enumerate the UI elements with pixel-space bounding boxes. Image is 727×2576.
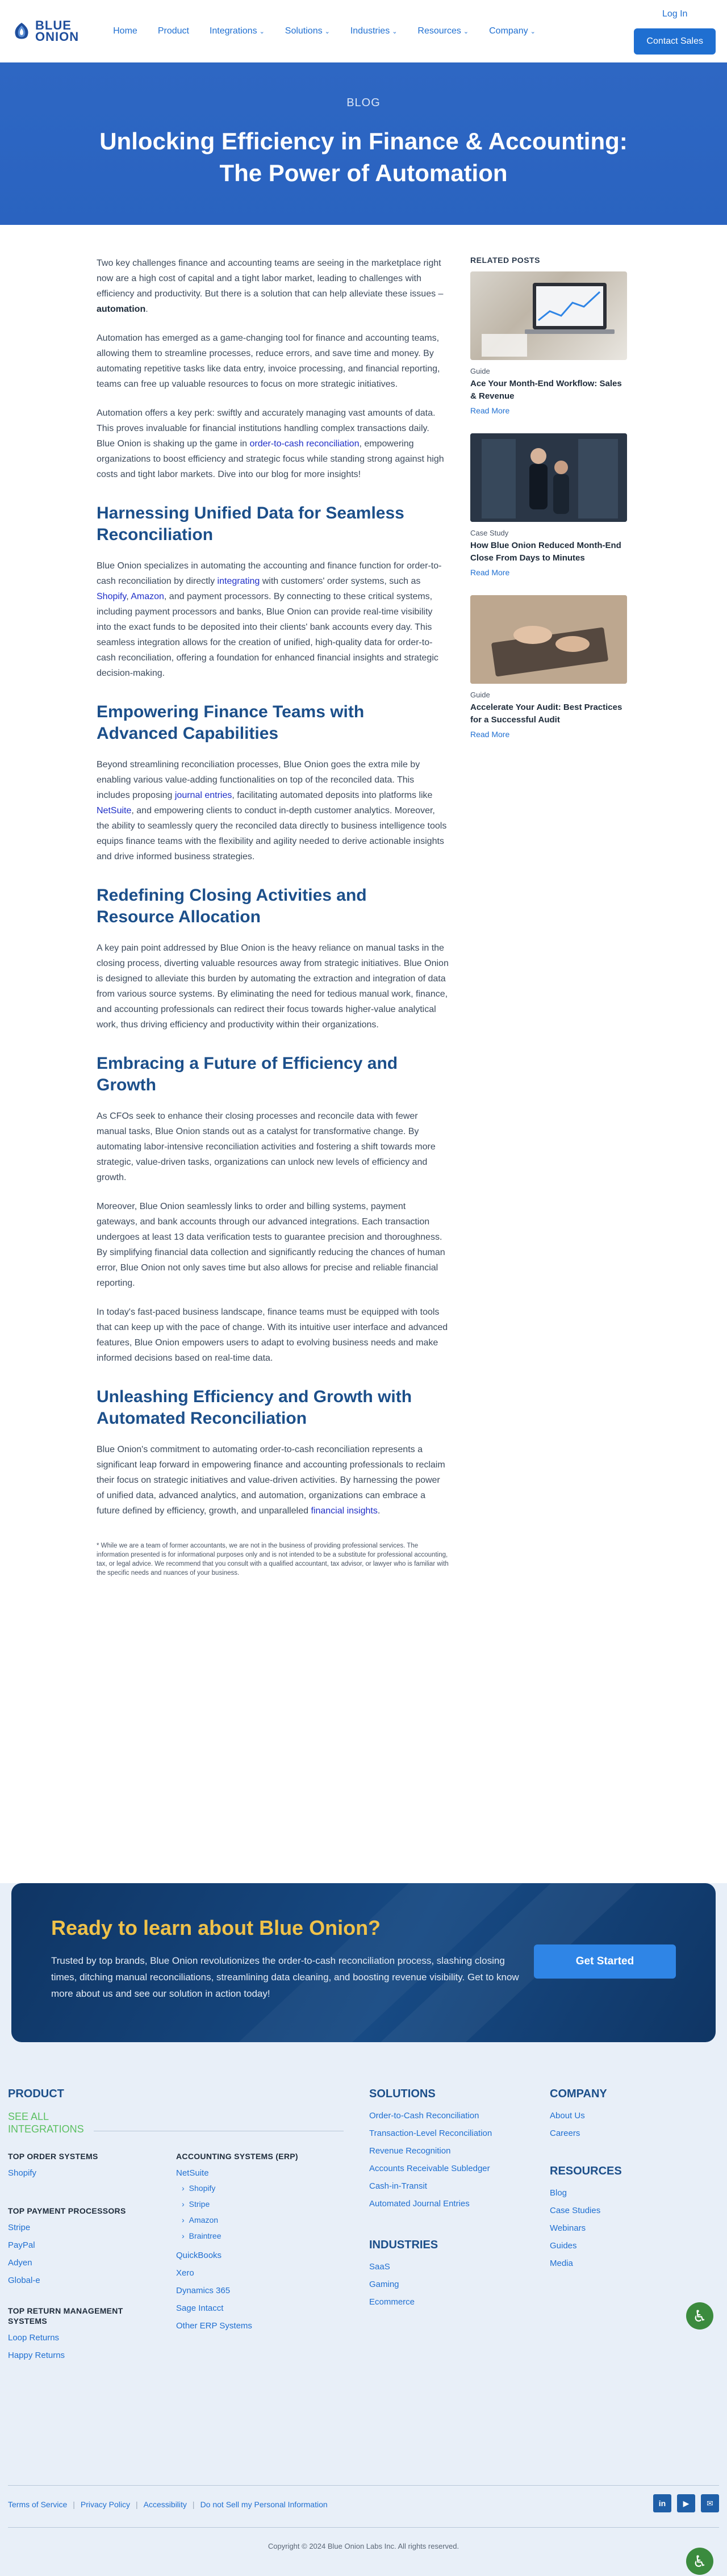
- post-title[interactable]: How Blue Onion Reduced Month-End Close From Days to Minutes: [470, 541, 621, 563]
- accessibility-link[interactable]: Accessibility: [143, 2500, 187, 2509]
- divider: [8, 2485, 719, 2486]
- login-link[interactable]: Log In: [662, 9, 688, 19]
- nav-label: Home: [113, 26, 137, 36]
- nav-integrations[interactable]: [210, 26, 265, 36]
- nav-company[interactable]: [489, 26, 536, 36]
- hands-laptop-image-icon: [470, 595, 627, 684]
- text: Automation offers a key perk: swiftly and accurately managing vast amounts of data. This proves invaluable for financial institutions handling complex transactions daily. Blue Onion is shaking up the game in: [97, 408, 436, 449]
- privacy-link[interactable]: Privacy Policy: [80, 2500, 131, 2509]
- footer-link[interactable]: Gaming: [369, 2280, 399, 2289]
- footer-sublink[interactable]: [176, 2215, 346, 2224]
- text: Blue Onion's commitment to automating order-to-cash reconciliation represents a significant leap forward in empowering finance and accounting professionals to reclaim their focus on strategic initiatives and value-driven activities. By harnessing the power of unified data, advanced analytics, and automation, organizations can embrace a future defined by efficiency, growth, and unparalleled: [97, 1445, 445, 1516]
- footer-subheading: ACCOUNTING SYSTEMS (ERP): [176, 2152, 298, 2161]
- footer-payment-processors: [8, 2206, 156, 2293]
- footer-company-col: [550, 2088, 697, 2146]
- footer-link[interactable]: Xero: [176, 2268, 194, 2278]
- footer-link[interactable]: Ecommerce: [369, 2297, 415, 2307]
- footer-link[interactable]: Accounts Receivable Subledger: [369, 2164, 490, 2173]
- nav-home[interactable]: [113, 26, 137, 36]
- footer-link[interactable]: Careers: [550, 2128, 580, 2138]
- separator: |: [136, 2500, 138, 2509]
- footer-link[interactable]: Media: [550, 2259, 573, 2268]
- footer-sublink[interactable]: [176, 2231, 346, 2240]
- site-footer: [0, 2088, 727, 2576]
- paragraph: A key pain point addressed by Blue Onion is the heavy reliance on manual tasks in the closing process, diverting valuable resources away from strategic initiatives. Blue Onion is designed to alleviate this burden by automating the extraction and integration of data from various source systems. By eliminating the need for tedious manual work, finance, and accounting professionals can redirect their focus towards higher-value analytical work, thus driving efficiency and productivity within their organizations.: [97, 943, 449, 1030]
- footer-link[interactable]: About Us: [550, 2111, 585, 2121]
- content-area: [0, 225, 727, 1883]
- chevron-down-icon: ⌄: [324, 28, 330, 35]
- footer-heading: COMPANY: [550, 2088, 607, 2100]
- footer-sublink-label: Braintree: [189, 2231, 222, 2240]
- read-more-link[interactable]: Read More: [470, 730, 510, 739]
- footer-link[interactable]: Guides: [550, 2241, 577, 2251]
- chevron-down-icon: ⌄: [530, 28, 536, 35]
- text: , and payment processors. By connecting to these critical systems, including payment processors and banks, Blue Onion can provide real-time visibility into the exact funds to be deposited into their clients' bank accounts every day. This seamless integration allows for the creation of unified, high-quality data for order-to-cash reconciliation, offering a foundation for enhanced financial insights and strategic decision-making.: [97, 592, 438, 678]
- post-title[interactable]: Ace Your Month-End Workflow: Sales & Revenue: [470, 379, 622, 401]
- footer-subheading: TOP PAYMENT PROCESSORS: [8, 2206, 126, 2215]
- header-actions: [634, 9, 716, 55]
- footer-link[interactable]: Order-to-Cash Reconciliation: [369, 2111, 479, 2121]
- blog-article: [97, 256, 449, 1578]
- post-thumbnail[interactable]: [470, 271, 627, 360]
- site-header: [0, 0, 727, 62]
- text: with customers' order systems, such as: [260, 576, 421, 586]
- logo-text-line1: BLUE: [35, 18, 72, 32]
- footer-heading: PRODUCT: [8, 2088, 64, 2100]
- accessibility-icon[interactable]: ♿: [686, 2548, 713, 2575]
- nav-label: Integrations: [209, 26, 257, 36]
- text: .: [145, 304, 148, 314]
- text: Beyond streamlining reconciliation processes, Blue Onion goes the extra mile by enabling various value-adding functionalities on top of the reconciled data. This includes proposing: [97, 760, 420, 800]
- section-heading: Unleashing Efficiency and Growth with Automated Reconciliation: [97, 1387, 412, 1428]
- footer-link[interactable]: Dynamics 365: [176, 2286, 231, 2295]
- paragraph: As CFOs seek to enhance their closing processes and reconcile data with fewer manual tasks, Blue Onion stands out as a catalyst for transformative change. By automating labor-intensive reconciliation activities and fostering a shift towards more strategic, value-driven tasks, organizations can unlock new levels of efficiency and growth.: [97, 1111, 436, 1182]
- footer-subheading: TOP ORDER SYSTEMS: [8, 2152, 98, 2161]
- footer-solutions-col: [369, 2088, 528, 2217]
- nav-label: Solutions: [285, 26, 323, 36]
- text: , empowering organizations to boost efficiency and strategic focus while standing strong against high costs and tight labor markets. Dive into our blog for more insights!: [97, 439, 444, 479]
- footer-subheading: TOP RETURN MANAGEMENT SYSTEMS: [8, 2306, 123, 2326]
- get-started-button[interactable]: Get Started: [534, 1944, 676, 1979]
- footer-sublink[interactable]: [176, 2199, 346, 2209]
- footer-link[interactable]: Happy Returns: [8, 2351, 65, 2360]
- paragraph: [97, 405, 449, 482]
- contact-sales-button[interactable]: Contact Sales: [634, 28, 716, 55]
- cta-text: Trusted by top brands, Blue Onion revolutionizes the order-to-cash reconciliation process, slashing closing times, ditching manual reconciliations, streamlining data cleaning, and boosting revenue visibility. Get to know more about us and see our solution in action today!: [51, 1955, 519, 1999]
- linkedin-icon[interactable]: in: [653, 2494, 671, 2512]
- text: , and empowering clients to conduct in-depth customer analytics. Moreover, the ability to seamlessly query the reconciled data directly to business intelligence tools equips finance teams with the flexibility and agility needed to derive actionable insights and drive informed business strategies.: [97, 806, 447, 862]
- cta-banner: [11, 1883, 716, 2042]
- footer-product-col: [8, 2088, 64, 2111]
- accessibility-icon[interactable]: ♿: [686, 2302, 713, 2330]
- footer-link[interactable]: Transaction-Level Reconciliation: [369, 2128, 492, 2138]
- paragraph: [97, 757, 449, 864]
- footer-heading: RESOURCES: [550, 2165, 622, 2177]
- post-type: Case Study: [470, 529, 509, 537]
- footer-heading: SOLUTIONS: [369, 2088, 436, 2100]
- order-to-cash-link[interactable]: order-to-cash reconciliation: [249, 439, 360, 449]
- hero-banner: [0, 62, 727, 225]
- footer-link[interactable]: Loop Returns: [8, 2333, 60, 2343]
- disclaimer: * While we are a team of former accountants, we are not in the business of providing professional services. The information presented is for informational purposes only and is not intended to be a substitute for professional accounting, tax, or legal advice. We recommend that you consult with a qualified accountant, tax advisor, or lawyer who is familiar with the specific needs and nuances of your business.: [97, 1542, 449, 1576]
- chevron-right-icon: ›: [182, 2215, 185, 2224]
- mail-icon[interactable]: ✉: [701, 2494, 719, 2512]
- paragraph: Moreover, Blue Onion seamlessly links to order and billing systems, payment gateways, and bank accounts through our advanced integrations. Each transaction undergoes at least 13 data verification tests to guarantee precision and thoroughness. By simplifying financial data collection and significantly reducing the chances of human error, Blue Onion not only saves time but also allows for precise and reliable financial reporting.: [97, 1202, 445, 1288]
- see-all-integrations-link[interactable]: SEE ALL INTEGRATIONS: [8, 2111, 84, 2135]
- logo-text-line2: ONION: [35, 30, 80, 44]
- chevron-down-icon: ⌄: [463, 28, 469, 35]
- section-heading: Embracing a Future of Efficiency and Growth: [97, 1054, 398, 1094]
- footer-industries-col: [369, 2239, 528, 2315]
- social-links: [653, 2494, 719, 2512]
- related-posts-sidebar: [470, 256, 629, 757]
- logo-text: [35, 20, 79, 43]
- footer-link[interactable]: Sage Intacct: [176, 2303, 224, 2313]
- cta-section: [0, 1883, 727, 2088]
- footer-link[interactable]: Stripe: [8, 2223, 31, 2232]
- financial-insights-link[interactable]: financial insights: [311, 1506, 378, 1516]
- paragraph: [97, 256, 449, 317]
- office-people-image-icon: [470, 433, 627, 522]
- chevron-right-icon: ›: [182, 2199, 185, 2209]
- hero-kicker: BLOG: [346, 97, 381, 109]
- footer-link[interactable]: Adyen: [8, 2258, 32, 2268]
- netsuite-link[interactable]: NetSuite: [97, 806, 132, 816]
- footer-link[interactable]: Blog: [550, 2188, 567, 2198]
- copyright: Copyright © 2024 Blue Onion Labs Inc. All rights reserved.: [268, 2542, 459, 2550]
- paragraph: [97, 558, 449, 681]
- section-heading: Redefining Closing Activities and Resource Allocation: [97, 886, 367, 926]
- nav-industries[interactable]: [350, 26, 398, 36]
- related-post[interactable]: [470, 433, 629, 578]
- page-title-line2: The Power of Automation: [219, 160, 508, 186]
- youtube-icon[interactable]: ▶: [677, 2494, 695, 2512]
- footer-sublink-label: Stripe: [189, 2199, 210, 2209]
- nav-label: Company: [489, 26, 528, 36]
- onion-logo-icon: [11, 21, 32, 41]
- text: Two key challenges finance and accounting teams are seeing in the marketplace right now are a high cost of capital and a tight labor market, leading to challenges with efficiency and productivity. But there is a solution that can help alleviate these issues –: [97, 258, 444, 299]
- footer-link[interactable]: Shopify: [8, 2168, 37, 2178]
- do-not-sell-link[interactable]: Do not Sell my Personal Information: [200, 2500, 328, 2509]
- shopify-link[interactable]: Shopify: [97, 592, 127, 601]
- footer-sublink-label: Shopify: [189, 2184, 216, 2193]
- paragraph: In today's fast-paced business landscape, finance teams must be equipped with tools that can keep up with the pace of change. With its intuitive user interface and advanced features, Blue Onion empowers users to adapt to evolving business needs and make informed decisions based on real-time data.: [97, 1307, 448, 1363]
- footer-return-systems: [8, 2306, 150, 2368]
- integrating-link[interactable]: integrating: [217, 576, 260, 586]
- footer-link[interactable]: Cash-in-Transit: [369, 2181, 427, 2191]
- separator: |: [192, 2500, 195, 2509]
- footer-link[interactable]: NetSuite: [176, 2168, 209, 2178]
- footer-link[interactable]: PayPal: [8, 2240, 35, 2250]
- footer-heading: INDUSTRIES: [369, 2239, 438, 2251]
- footer-link[interactable]: Global-e: [8, 2276, 40, 2285]
- read-more-link[interactable]: Read More: [470, 568, 510, 577]
- post-type: Guide: [470, 367, 490, 375]
- nav-label: Resources: [417, 26, 461, 36]
- page-title: [0, 126, 727, 189]
- cta-title: Ready to learn about Blue Onion?: [51, 1916, 381, 1939]
- footer-link[interactable]: QuickBooks: [176, 2251, 222, 2260]
- nav-solutions[interactable]: [285, 26, 330, 36]
- journal-entries-link[interactable]: journal entries: [174, 791, 232, 800]
- terms-link[interactable]: Terms of Service: [8, 2500, 68, 2509]
- footer-link[interactable]: SaaS: [369, 2262, 390, 2272]
- paragraph: Automation has emerged as a game-changing tool for finance and accounting teams, allowing them to streamline processes, reduce errors, and save time and money. By automating repetitive tasks like data entry, invoice processing, and financial reporting, teams can free up valuable resources to focus on more strategic initiatives.: [97, 333, 440, 389]
- footer-link[interactable]: Other ERP Systems: [176, 2321, 252, 2331]
- chevron-right-icon: ›: [182, 2184, 185, 2193]
- main-nav: [113, 26, 536, 36]
- footer-order-systems: [8, 2151, 156, 2186]
- logo[interactable]: [11, 20, 79, 43]
- read-more-link[interactable]: Read More: [470, 406, 510, 415]
- post-type: Guide: [470, 691, 490, 699]
- sidebar-title: RELATED POSTS: [470, 256, 540, 265]
- separator: |: [73, 2500, 75, 2509]
- nav-product[interactable]: [158, 26, 189, 36]
- chevron-down-icon: ⌄: [259, 28, 265, 35]
- strong-text: automation: [97, 304, 146, 314]
- footer-sublink[interactable]: [176, 2184, 346, 2193]
- chevron-down-icon: ⌄: [392, 28, 398, 35]
- nav-label: Industries: [350, 26, 390, 36]
- divider: [8, 2527, 719, 2528]
- post-thumbnail[interactable]: [470, 595, 627, 684]
- related-post[interactable]: [470, 595, 629, 740]
- laptop-chart-image-icon: [470, 271, 627, 360]
- post-thumbnail[interactable]: [470, 433, 627, 522]
- text: ,: [126, 592, 131, 601]
- footer-link[interactable]: Revenue Recognition: [369, 2146, 451, 2156]
- related-post[interactable]: [470, 271, 629, 416]
- chevron-right-icon: ›: [182, 2231, 185, 2240]
- nav-resources[interactable]: [417, 26, 469, 36]
- nav-label: Product: [157, 26, 189, 36]
- amazon-link[interactable]: Amazon: [131, 592, 164, 601]
- footer-link[interactable]: Case Studies: [550, 2206, 601, 2215]
- post-title[interactable]: Accelerate Your Audit: Best Practices for a Successful Audit: [470, 702, 622, 725]
- footer-sublink-label: Amazon: [189, 2215, 219, 2224]
- section-heading: Empowering Finance Teams with Advanced Capabilities: [97, 702, 365, 743]
- footer-link[interactable]: Webinars: [550, 2223, 586, 2233]
- footer-erp-systems: [176, 2151, 346, 2339]
- section-heading: Harnessing Unified Data for Seamless Reconciliation: [97, 504, 404, 544]
- footer-resources-col: [550, 2165, 697, 2276]
- footer-link[interactable]: Automated Journal Entries: [369, 2199, 470, 2209]
- paragraph: [97, 1442, 449, 1519]
- page-title-line1: Unlocking Efficiency in Finance & Accounting:: [99, 128, 628, 154]
- text: .: [377, 1506, 381, 1516]
- text: Blue Onion specializes in automating the accounting and finance function for order-to-cash reconciliation by directly: [97, 561, 442, 586]
- legal-links: [8, 2500, 328, 2509]
- text: , facilitating automated deposits into platforms like: [232, 791, 433, 800]
